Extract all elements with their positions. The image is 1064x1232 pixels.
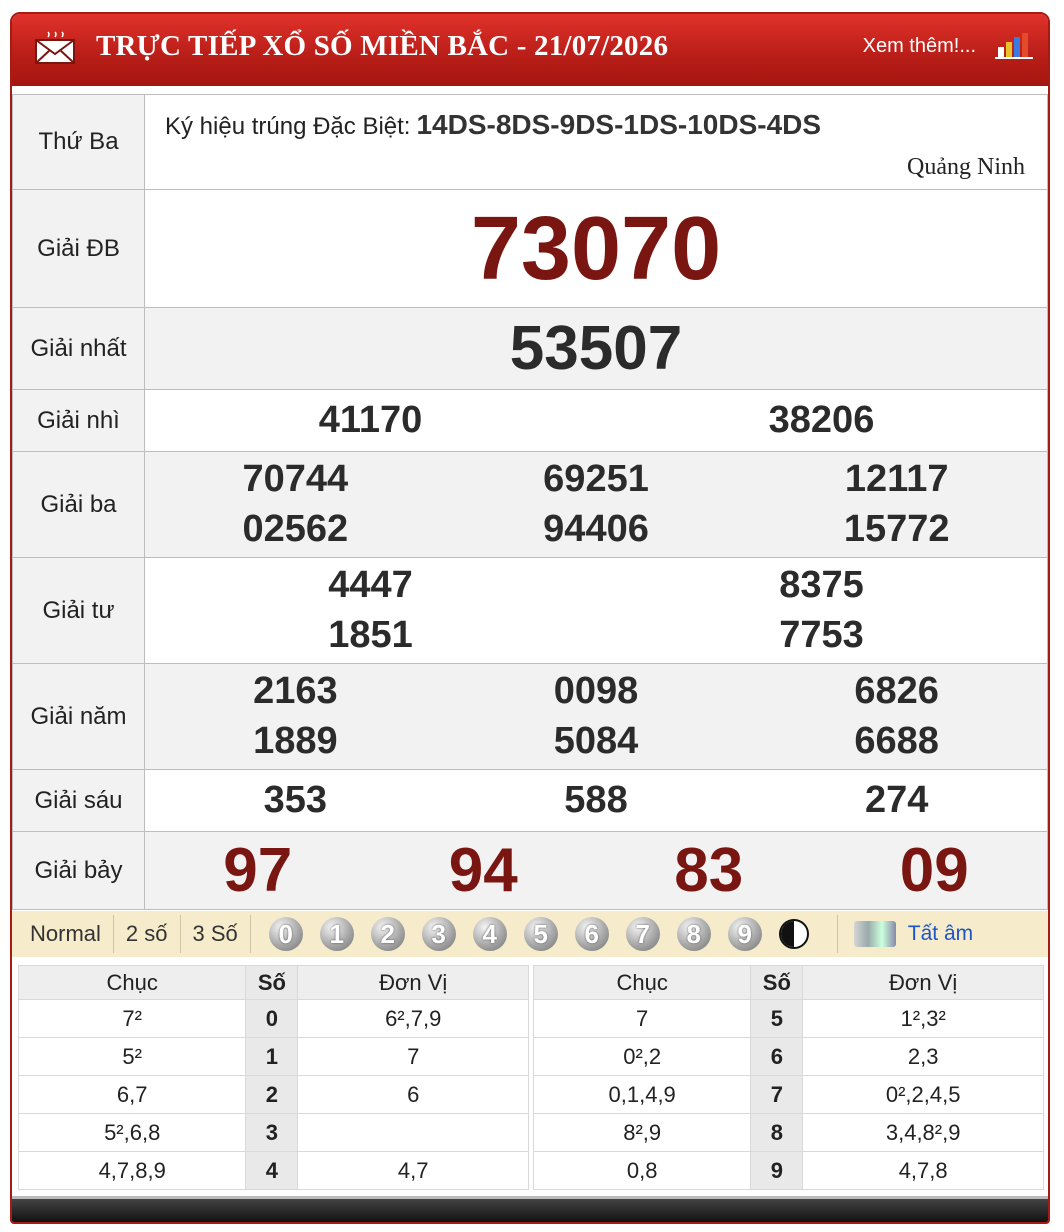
donvi-cell: 1²,3² xyxy=(803,1000,1044,1038)
prize-label-db: Giải ĐB xyxy=(13,190,145,308)
prize-label-1: Giải nhất xyxy=(13,308,145,390)
donvi-cell: 6 xyxy=(298,1076,529,1114)
prize-number: 97 xyxy=(223,836,293,905)
so-cell: 5 xyxy=(751,1000,803,1038)
prize-number: 274 xyxy=(864,779,929,821)
donvi-cell: 6²,7,9 xyxy=(298,1000,529,1038)
prize-number: 5084 xyxy=(553,720,639,762)
chuc-cell: 0²,2 xyxy=(534,1038,751,1076)
prize-label-5: Giải năm xyxy=(13,664,145,770)
table-row xyxy=(534,1076,1044,1114)
lottery-widget xyxy=(10,12,1050,1224)
prize-1-value: 53507 xyxy=(509,313,683,383)
digit-button-9[interactable]: 9 xyxy=(728,917,762,951)
digit-button-7[interactable]: 7 xyxy=(626,917,660,951)
donvi-cell: 4,7,8 xyxy=(803,1152,1044,1190)
prize-number: 38206 xyxy=(768,399,875,441)
so-cell: 8 xyxy=(751,1114,803,1152)
donvi-cell xyxy=(298,1114,529,1152)
prize-label-3: Giải ba xyxy=(13,452,145,558)
digit-button-8[interactable]: 8 xyxy=(677,917,711,951)
symbol-label: Ký hiệu trúng Đặc Biệt: xyxy=(165,113,411,140)
prize-number: 02562 xyxy=(242,508,349,550)
so-cell: 3 xyxy=(246,1114,298,1152)
prize-number: 41170 xyxy=(318,399,423,441)
prize-number: 0098 xyxy=(553,670,639,712)
filter-bar xyxy=(12,911,1048,957)
speaker-icon xyxy=(854,921,896,947)
tab-normal[interactable]: Normal xyxy=(12,915,114,953)
donvi-cell: 3,4,8²,9 xyxy=(803,1114,1044,1152)
so-cell: 9 xyxy=(751,1152,803,1190)
prize-number: 4447 xyxy=(328,564,413,606)
header-bar xyxy=(12,14,1048,86)
day-label: Thứ Ba xyxy=(13,95,145,190)
prize-number: 1889 xyxy=(253,720,338,762)
yin-yang-icon[interactable] xyxy=(779,919,809,949)
donvi-cell: 2,3 xyxy=(803,1038,1044,1076)
page-title: TRỰC TIẾP XỔ SỐ MIỀN BẮC - 21/07/2026 xyxy=(96,29,669,62)
digit-button-3[interactable]: 3 xyxy=(422,917,456,951)
prize-number: 12117 xyxy=(844,458,949,500)
chuc-cell: 8²,9 xyxy=(534,1114,751,1152)
prize-number: 8375 xyxy=(779,564,864,606)
digit-filter xyxy=(269,917,809,951)
prize-label-2: Giải nhì xyxy=(13,390,145,452)
prize-number: 588 xyxy=(564,779,628,821)
more-link[interactable]: Xem thêm!... xyxy=(862,34,976,57)
table-row xyxy=(534,1000,1044,1038)
so-cell: 1 xyxy=(246,1038,298,1076)
so-cell: 4 xyxy=(246,1152,298,1190)
digit-button-2[interactable]: 2 xyxy=(371,917,405,951)
digit-button-0[interactable]: 0 xyxy=(269,917,303,951)
col-donvi: Đơn Vị xyxy=(298,966,529,1000)
so-cell: 7 xyxy=(751,1076,803,1114)
widget-footer xyxy=(12,1196,1048,1222)
table-row xyxy=(19,1038,529,1076)
table-row xyxy=(534,1038,1044,1076)
col-chuc: Chục xyxy=(19,966,246,1000)
mute-label[interactable]: Tất âm xyxy=(907,922,974,945)
special-symbol xyxy=(145,95,1047,189)
mute-toggle[interactable] xyxy=(837,915,973,953)
digit-button-1[interactable]: 1 xyxy=(320,917,354,951)
prize-number: 6826 xyxy=(854,670,939,712)
prize-number: 09 xyxy=(899,836,969,905)
symbol-value: 14DS-8DS-9DS-1DS-10DS-4DS xyxy=(416,109,822,140)
loto-table-right xyxy=(533,965,1044,1190)
bar-chart-icon[interactable] xyxy=(994,31,1034,61)
col-donvi: Đơn Vị xyxy=(803,966,1044,1000)
tab-3-so[interactable]: 3 Số xyxy=(181,915,251,953)
chuc-cell: 6,7 xyxy=(19,1076,246,1114)
prize-number: 69251 xyxy=(543,458,649,500)
loto-table-left xyxy=(18,965,529,1190)
chuc-cell: 7² xyxy=(19,1000,246,1038)
donvi-cell: 4,7 xyxy=(298,1152,529,1190)
prize-number: 15772 xyxy=(843,508,950,550)
table-row xyxy=(19,1000,529,1038)
prize-number: 1851 xyxy=(328,614,413,656)
chuc-cell: 0,8 xyxy=(534,1152,751,1190)
col-chuc: Chục xyxy=(534,966,751,1000)
so-cell: 2 xyxy=(246,1076,298,1114)
mail-icon xyxy=(34,31,76,61)
prize-number: 94 xyxy=(448,836,518,905)
table-row xyxy=(19,1152,529,1190)
prize-number: 7753 xyxy=(779,614,864,656)
tab-2-so[interactable]: 2 số xyxy=(114,915,181,953)
prize-number: 70744 xyxy=(242,458,349,500)
prize-number: 353 xyxy=(263,779,328,821)
so-cell: 0 xyxy=(246,1000,298,1038)
table-row xyxy=(19,1076,529,1114)
prize-label-7: Giải bảy xyxy=(13,832,145,910)
province-name: Quảng Ninh xyxy=(907,154,1025,180)
col-so: Số xyxy=(246,966,298,1000)
prize-number: 83 xyxy=(674,836,744,905)
table-row xyxy=(534,1114,1044,1152)
table-row xyxy=(534,1152,1044,1190)
donvi-cell: 0²,2,4,5 xyxy=(803,1076,1044,1114)
chuc-cell: 5² xyxy=(19,1038,246,1076)
chuc-cell: 5²,6,8 xyxy=(19,1114,246,1152)
digit-button-4[interactable]: 4 xyxy=(473,917,507,951)
donvi-cell: 7 xyxy=(298,1038,529,1076)
prize-number: 2163 xyxy=(253,670,338,712)
chuc-cell: 7 xyxy=(534,1000,751,1038)
results-table xyxy=(12,94,1048,910)
col-so: Số xyxy=(751,966,803,1000)
digit-button-6[interactable]: 6 xyxy=(575,917,609,951)
prize-number: 94406 xyxy=(543,508,649,550)
chuc-cell: 4,7,8,9 xyxy=(19,1152,246,1190)
prize-label-4: Giải tư xyxy=(13,558,145,664)
prize-label-6: Giải sáu xyxy=(13,770,145,832)
digit-button-5[interactable]: 5 xyxy=(524,917,558,951)
chuc-cell: 0,1,4,9 xyxy=(534,1076,751,1114)
table-row xyxy=(19,1114,529,1152)
prize-db-value: 73070 xyxy=(470,198,722,299)
so-cell: 6 xyxy=(751,1038,803,1076)
prize-number: 6688 xyxy=(854,720,939,762)
